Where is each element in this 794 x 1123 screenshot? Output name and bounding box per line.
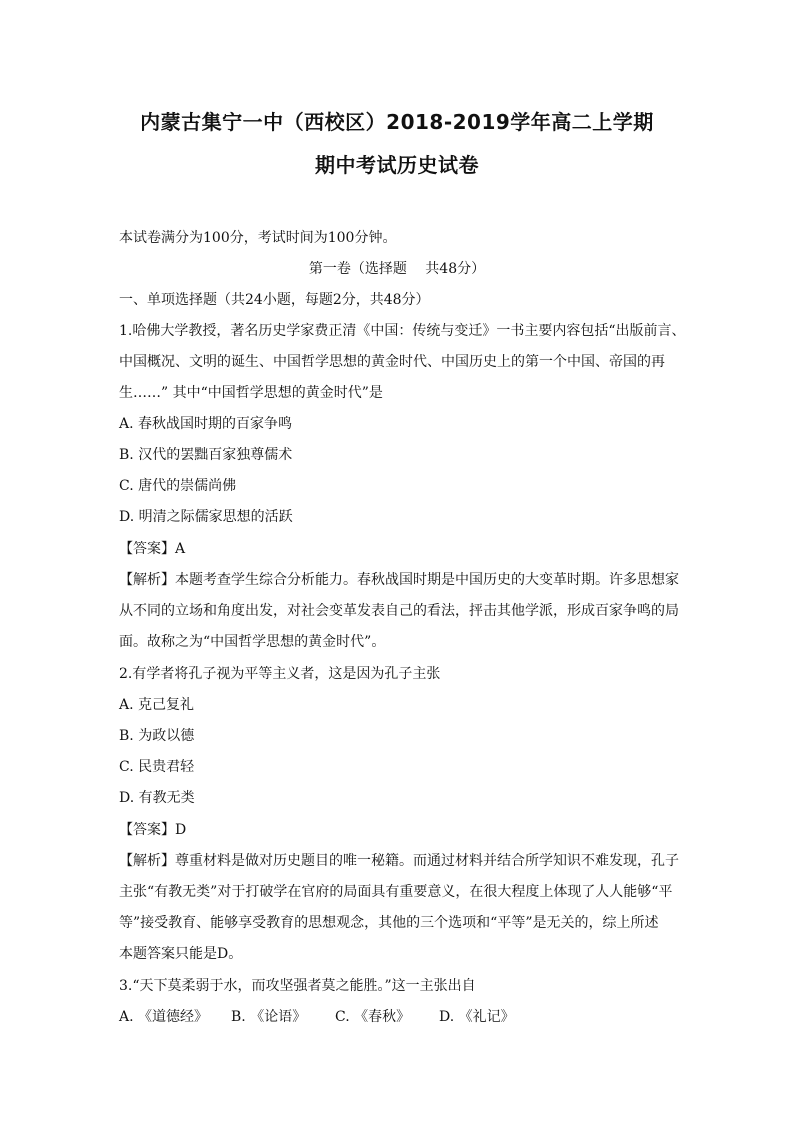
exam-intro: 本试卷满分为100分，考试时间为100分钟。 [119, 230, 397, 246]
q2-option-b: B. 为政以德 [119, 728, 195, 744]
q2-stem: 2.有学者将孔子视为平等主义者，这是因为孔子主张 [119, 666, 441, 682]
document-title-line1: 内蒙古集宁一中（西校区）2018-2019学年高二上学期 [140, 110, 654, 134]
q1-option-c: C. 唐代的崇儒尚佛 [119, 478, 237, 494]
q3-option-c: C. 《春秋》 [335, 1009, 411, 1025]
q1-stem-line3: 生……” 其中“中国哲学思想的黄金时代”是 [119, 385, 383, 401]
q1-stem-line2: 中国概况、文明的诞生、中国哲学思想的黄金时代、中国历史上的第一个中国、帝国的再 [119, 354, 665, 370]
q3-stem: 3.“天下莫柔弱于水，而攻坚强者莫之能胜。”这一主张出自 [119, 978, 476, 994]
q3-options-row [119, 1007, 679, 1027]
q3-option-d: D. 《礼记》 [439, 1009, 515, 1025]
q2-option-d: D. 有教无类 [119, 790, 195, 806]
q2-option-c: C. 民贵君轻 [119, 759, 195, 775]
q1-analysis-line2: 从不同的立场和角度出发，对社会变革发表自己的看法，抨击其他学派，形成百家争鸣的局 [119, 603, 679, 619]
q3-option-b: B. 《论语》 [231, 1009, 307, 1025]
q2-analysis-line3: 等”接受教育、能够享受教育的思想观念，其他的三个选项和“平等”是无关的，综上所述 [119, 915, 659, 931]
q1-analysis-line3: 面。故称之为“中国哲学思想的黄金时代”。 [119, 634, 386, 650]
q2-analysis-line2: 主张“有教无类”对于打破学在官府的局面具有重要意义，在很大程度上体现了人人能够“平 [119, 884, 673, 900]
q3-option-a: A. 《道德经》 [119, 1009, 209, 1025]
q1-option-a: A. 春秋战国时期的百家争鸣 [119, 416, 293, 432]
q1-answer: 【答案】A [119, 541, 186, 557]
q1-option-d: D. 明清之际儒家思想的活跃 [119, 509, 293, 525]
q2-analysis-line4: 本题答案只能是D。 [119, 946, 243, 962]
q1-stem-line1: 1.哈佛大学教授，著名历史学家费正清《中国：传统与变迁》一书主要内容包括“出版前言、 [119, 323, 686, 339]
part-title: 一、单项选择题（共24小题，每题2分，共48分） [119, 292, 430, 308]
section-title: 第一卷（选择题 共48分） [308, 261, 486, 277]
q1-option-b: B. 汉代的罢黜百家独尊儒术 [119, 447, 293, 463]
document-title-line2: 期中考试历史试卷 [315, 153, 479, 177]
q2-analysis-line1: 【解析】尊重材料是做对历史题目的唯一秘籍。而通过材料并结合所学知识不难发现，孔子 [119, 853, 679, 869]
q1-analysis-line1: 【解析】本题考查学生综合分析能力。春秋战国时期是中国历史的大变革时期。许多思想家 [119, 572, 679, 588]
q2-answer: 【答案】D [119, 822, 187, 838]
q2-option-a: A. 克己复礼 [119, 697, 195, 713]
